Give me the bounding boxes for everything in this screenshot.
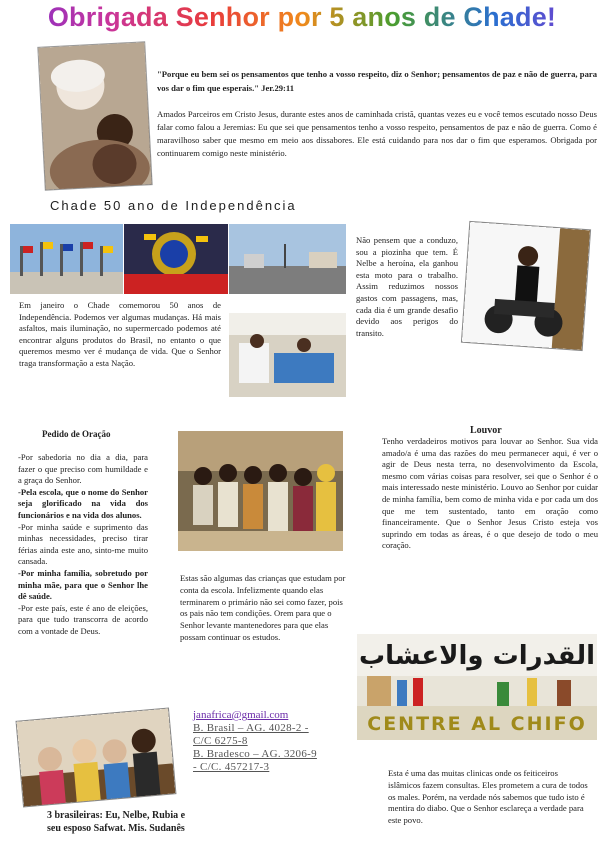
contact-block [193, 708, 353, 774]
prayer-heading: Pedido de Oração [42, 429, 111, 439]
supermarket-photo [229, 313, 346, 397]
bank-brasil-line2: C/C 6275-8 [193, 735, 248, 747]
clinic-sign-arabic: القدرات والاعشاب [358, 641, 596, 671]
email-link[interactable]: janafrica@gmail.com [193, 709, 289, 721]
bible-quote: "Porque eu bem sei os pensamentos que tenho a vosso respeito, diz o Senhor; pensamentos de paz e não de guerra, para vos dar o fim que esperais." Jer.29:11 [157, 69, 597, 93]
celebration-photo [124, 224, 228, 294]
prayer-item: -Por este país, este é ano de eleições, para que tudo transcorra de acordo com a vontade de Deus. [18, 602, 148, 636]
children-text: Estas são algumas das crianças que estudam por conta da escola. Infelizmente quando elas terminarem o primário não sei como fazer, pois os pais não tem condições. Orem para que o Senhor levante mantenedores para que elas possam continuar os estudos. [180, 573, 346, 642]
prayer-item: -Pela escola, que o nome do Senhor seja glorificado na vida dos funcionários e na vida dos alunos. [18, 486, 148, 520]
intro-paragraph: Amados Parceiros em Cristo Jesus, durante estes anos de caminhada cristã, quantas vezes eu e você temos escutado nosso Deus falar como falou a Jeremias: Eu que sei que pensamentos tenho a vosso respeito, pensamentos de paz e não de guerra. Como é maravilhoso saber que mesmo em meio aos dissabores. Ele está cuidando para nos dar o fim que esperamos. Obrigada por continuarem comigo neste ministério. [157, 109, 597, 158]
independence-text: Em janeiro o Chade comemorou 50 anos de Independência. Podemos ver algumas mudanças. Há mais asfaltos, mais iluminação, no supermercado podemos até encontrar alguns produtos do Brasil, no entanto o que queremos mesmo ver é mudança de vida. Que o Senhor traga transformação a esta Nação. [19, 300, 221, 368]
page-title: Obrigada Senhor por 5 anos de Chade! [0, 0, 604, 34]
portrait-photo [38, 42, 151, 189]
prayer-item: -Por sabedoria no dia a dia, para fazer o que preciso com humildade e a graça do Senhor. [18, 452, 148, 486]
moto-text: Não pensem que a conduzo, sou a piozinha que tem. É Nelbe a heroína, ela ganhou esta moto para o trabalho. Assim reduzimos nossos gastos com passagens, mas, cada dia é um grande desafio devido aos perigos do transito. [356, 235, 458, 338]
clinic-text: Esta é uma das muitas clinicas onde os feiticeiros islâmicos fazem consultas. Eles prometem a cura de todos os males. Porém, na verdade nós sabemos que tudo isto é mentira do diabo. Que o Senhor esclareça a verdade para este povo. [388, 768, 588, 826]
brasileiras-caption: 3 brasileiras: Eu, Nelbe, Rubia e seu esposo Safwat. Mis. Sudanês [47, 810, 186, 834]
bank-brasil-line1: B. Brasil – AG. 4028-2 - [193, 722, 309, 734]
children-photo [178, 431, 343, 551]
clinic-photo [357, 634, 597, 740]
clinic-sign-latin: CENTRE AL CHIFO [367, 713, 587, 735]
flags-photo [10, 224, 123, 294]
louvor-heading: Louvor [470, 425, 502, 436]
moto-photo [462, 222, 590, 350]
prayer-item: -Por minha saúde e suprimento das minhas necessidades, preciso tirar férias ainda este ano, sinto-me muito cansada. [18, 521, 148, 567]
street-photo [229, 224, 346, 294]
prayer-list [18, 452, 148, 638]
bank-bradesco-line2: - C/C. 457217-3 [193, 761, 270, 773]
independence-heading: Chade 50 ano de Independência [50, 198, 297, 213]
prayer-item: -Por minha família, sobretudo por minha mãe, para que o Senhor lhe dê saúde. [18, 567, 148, 602]
brasileiras-photo [17, 709, 176, 807]
bank-bradesco-line1: B. Bradesco – AG. 3206-9 [193, 748, 317, 760]
louvor-text: Tenho verdadeiros motivos para louvar ao Senhor. Sua vida amado/a é uma das razões do meu permanecer aqui, é ver o agir de Deus nesta terra, no desenvolvimento da Escola, mesmo com várias coisas para resolver, sei que o Senhor é o mais interessado neste ministério. Louvo ao Senhor por cuidar de minha família, bem como de minha vida e por cada um dos que me tem sustentado, tanto em oração como financeiramente. Que o Senhor Jesus Cristo esteja vos suprindo em todas as áreas, é o que desejo de todo o meu coração. [382, 436, 598, 551]
